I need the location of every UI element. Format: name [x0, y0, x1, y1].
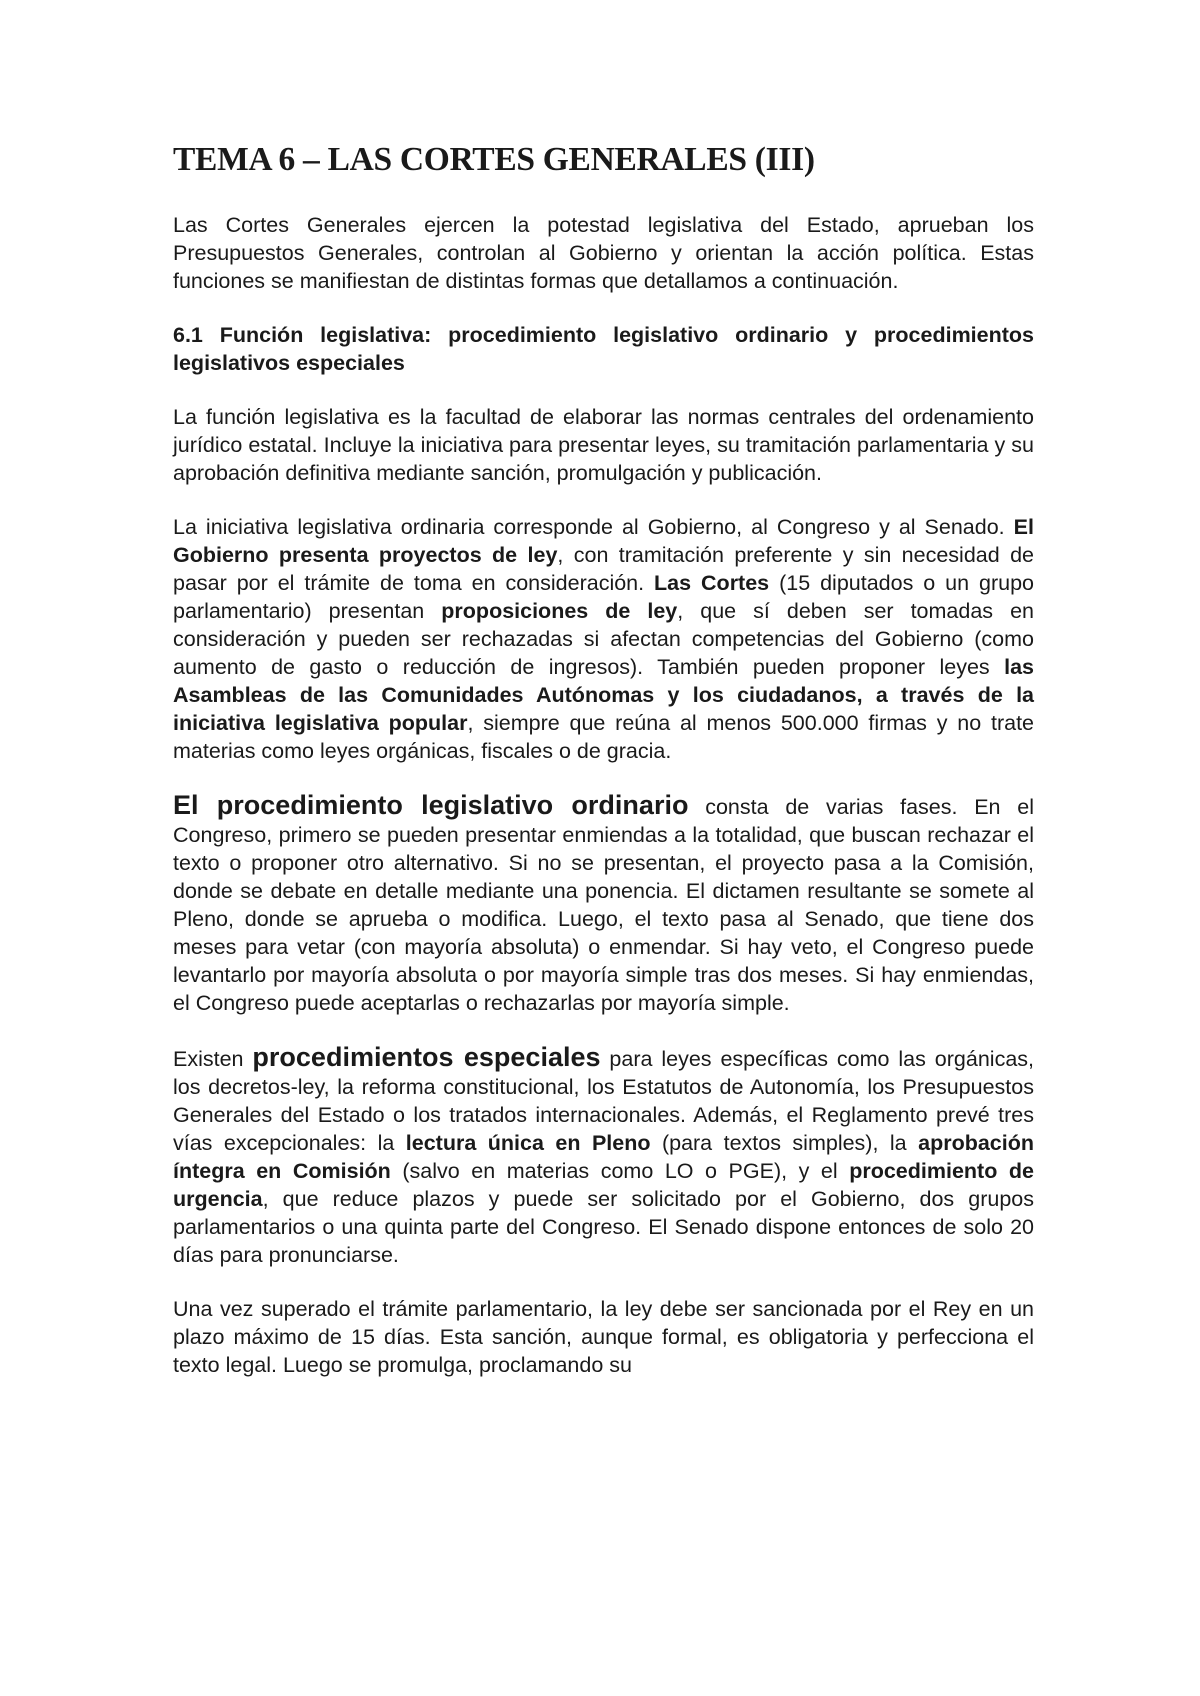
spacer	[173, 377, 1034, 403]
text-run: , con tramitación preferente y sin necesidad de pasar por el trámite de toma en consideración.	[173, 542, 1034, 595]
paragraph-legislative-initiative	[173, 513, 1034, 765]
spacer	[173, 295, 1034, 321]
spacer	[173, 487, 1034, 513]
document-body	[173, 142, 1034, 1379]
bold-run: procedimiento de urgencia	[173, 1158, 1034, 1211]
text-run: , que sí deben ser tomadas en consideración y pueden ser rechazadas si afectan competencias del Gobierno (como aumento de gasto o reducción de ingresos). También pueden proponer leyes	[173, 598, 1034, 679]
bold-run: proposiciones de ley	[441, 598, 678, 623]
text-run: (para textos simples), la	[650, 1130, 919, 1155]
bold-large-run: El procedimiento legislativo ordinario	[173, 789, 689, 820]
intro-paragraph: Las Cortes Generales ejercen la potestad legislativa del Estado, aprueban los Presupuestos Generales, controlan al Gobierno y orientan la acción política. Estas funciones se manifiestan de distintas formas que detallamos a continuación.	[173, 212, 1034, 293]
spacer	[173, 1017, 1034, 1043]
bold-run: las Asambleas de las Comunidades Autónomas y los ciudadanos, a través de la iniciativa legislativa popular	[173, 654, 1034, 735]
text-run: para leyes específicas como las orgánicas, los decretos-ley, la reforma constitucional, los Estatutos de Autonomía, los Presupuestos Generales del Estado o los tratados internacionales. Además, el Reglamento prevé tres vías excepcionales: la	[173, 1046, 1034, 1155]
paragraph-ordinary-procedure	[173, 791, 1034, 1017]
spacer	[173, 765, 1034, 791]
bold-run: lectura única en Pleno	[405, 1130, 651, 1155]
text-run: consta de varias fases. En el Congreso, primero se pueden presentar enmiendas a la totalidad, que buscan rechazar el texto o proponer otro alternativo. Si no se presentan, el proyecto pasa a la Comisión, donde se debate en detalle mediante una ponencia. El dictamen resultante se somete al Pleno, donde se aprueba o modifica. Luego, el texto pasa al Senado, que tiene dos meses para vetar (con mayoría absoluta) o enmendar. Si hay veto, el Congreso puede levantarlo por mayoría absoluta o por mayoría simple tras dos meses. Si hay enmiendas, el Congreso puede aceptarlas o rechazarlas por mayoría simple.	[173, 794, 1035, 1015]
text-run: , siempre que reúna al menos 500.000 firmas y no trate materias como leyes orgánicas, fiscales o de gracia.	[173, 710, 1035, 763]
text-run: La iniciativa legislativa ordinaria corresponde al Gobierno, al Congreso y al Senado.	[173, 514, 1014, 539]
section-heading: 6.1 Función legislativa: procedimiento legislativo ordinario y procedimientos legislativos especiales	[173, 322, 1034, 375]
paragraph-special-procedures	[173, 1043, 1034, 1269]
bold-large-run: procedimientos especiales	[252, 1041, 601, 1072]
text-run: (15 diputados o un grupo parlamentario) presentan	[173, 570, 1034, 623]
bold-run: aprobación íntegra en Comisión	[173, 1130, 1034, 1183]
bold-run: Las Cortes	[654, 570, 770, 595]
text-run: (salvo en materias como LO o PGE), y el	[390, 1158, 850, 1183]
paragraph-sanction: Una vez superado el trámite parlamentario, la ley debe ser sancionada por el Rey en un plazo máximo de 15 días. Esta sanción, aunque formal, es obligatoria y perfecciona el texto legal. Luego se promulga, proclamando su	[173, 1296, 1034, 1377]
spacer	[173, 1269, 1034, 1295]
paragraph-legislative-function: La función legislativa es la facultad de elaborar las normas centrales del ordenamiento jurídico estatal. Incluye la iniciativa para presentar leyes, su tramitación parlamentaria y su aprobación definitiva mediante sanción, promulgación y publicación.	[173, 404, 1034, 485]
bold-run: El Gobierno presenta proyectos de ley	[173, 514, 1034, 567]
text-run: , que reduce plazos y puede ser solicitado por el Gobierno, dos grupos parlamentarios o una quinta parte del Congreso. El Senado dispone entonces de solo 20 días para pronunciarse.	[173, 1186, 1034, 1267]
document-title: TEMA 6 – LAS CORTES GENERALES (III)	[173, 141, 815, 178]
text-run: Existen	[173, 1046, 253, 1071]
